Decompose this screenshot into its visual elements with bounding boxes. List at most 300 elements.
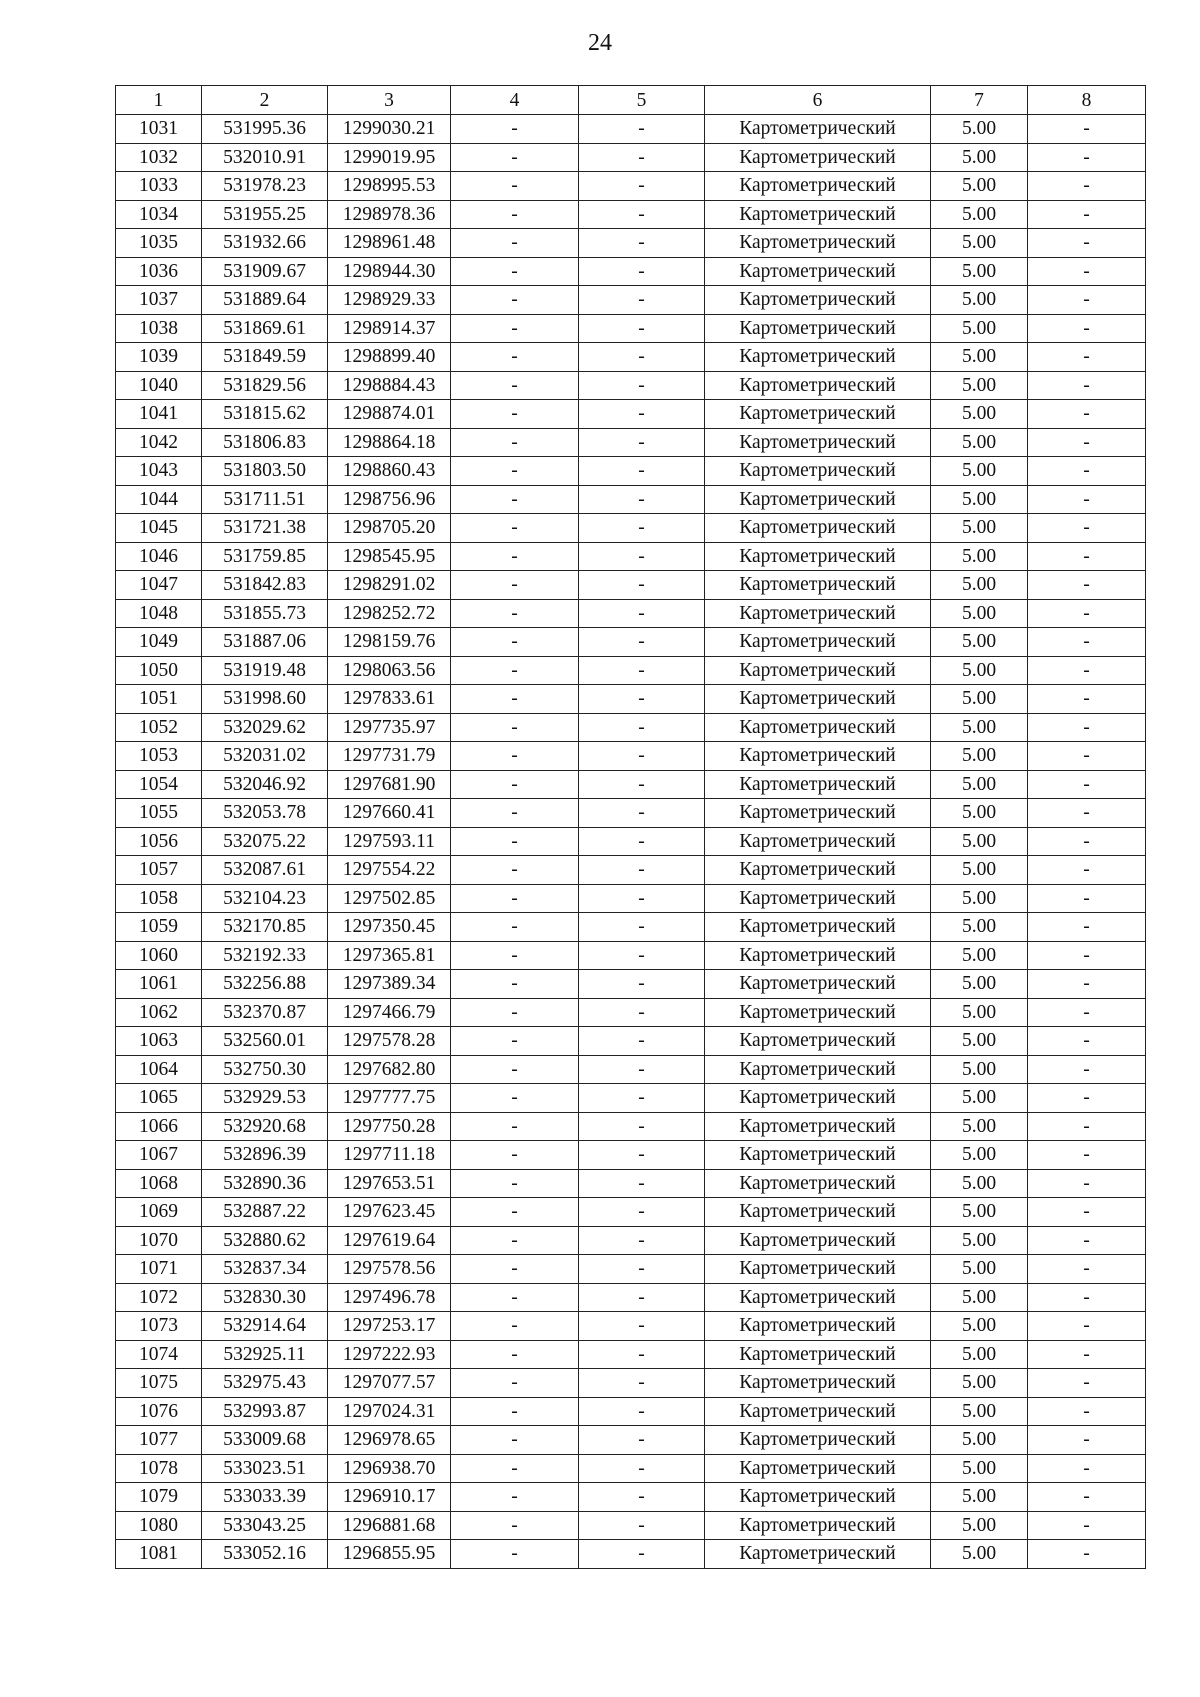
table-row	[116, 799, 1146, 828]
column-8-cell: -	[1028, 770, 1146, 799]
column-8-cell: -	[1028, 1397, 1146, 1426]
column-4-cell: -	[451, 1027, 579, 1056]
column-8-cell: -	[1028, 1511, 1146, 1540]
table-row	[116, 998, 1146, 1027]
column-5-cell: -	[579, 172, 705, 201]
point-number-cell: 1050	[116, 656, 202, 685]
column-5-cell: -	[579, 1255, 705, 1284]
column-8-cell: -	[1028, 343, 1146, 372]
method-cell: Картометрический	[705, 1511, 931, 1540]
column-5-cell: -	[579, 1169, 705, 1198]
table-row	[116, 827, 1146, 856]
y-coordinate-cell: 1297653.51	[328, 1169, 451, 1198]
y-coordinate-cell: 1297365.81	[328, 941, 451, 970]
column-5-cell: -	[579, 1454, 705, 1483]
point-number-cell: 1038	[116, 314, 202, 343]
method-cell: Картометрический	[705, 913, 931, 942]
table-row	[116, 970, 1146, 999]
x-coordinate-cell: 531829.56	[202, 371, 328, 400]
column-5-cell: -	[579, 286, 705, 315]
point-number-cell: 1048	[116, 599, 202, 628]
x-coordinate-cell: 532029.62	[202, 713, 328, 742]
column-8-cell: -	[1028, 1454, 1146, 1483]
y-coordinate-cell: 1298978.36	[328, 200, 451, 229]
table-row	[116, 1226, 1146, 1255]
accuracy-cell: 5.00	[931, 172, 1028, 201]
x-coordinate-cell: 532890.36	[202, 1169, 328, 1198]
method-cell: Картометрический	[705, 685, 931, 714]
column-8-cell: -	[1028, 371, 1146, 400]
y-coordinate-cell: 1298944.30	[328, 257, 451, 286]
method-cell: Картометрический	[705, 628, 931, 657]
column-8-cell: -	[1028, 542, 1146, 571]
accuracy-cell: 5.00	[931, 1426, 1028, 1455]
y-coordinate-cell: 1297496.78	[328, 1283, 451, 1312]
y-coordinate-cell: 1298899.40	[328, 343, 451, 372]
accuracy-cell: 5.00	[931, 1540, 1028, 1569]
column-8-cell: -	[1028, 998, 1146, 1027]
column-5-cell: -	[579, 884, 705, 913]
accuracy-cell: 5.00	[931, 115, 1028, 144]
x-coordinate-cell: 531842.83	[202, 571, 328, 600]
table-row	[116, 884, 1146, 913]
x-coordinate-cell: 532750.30	[202, 1055, 328, 1084]
table-row	[116, 229, 1146, 258]
accuracy-cell: 5.00	[931, 998, 1028, 1027]
y-coordinate-cell: 1297389.34	[328, 970, 451, 999]
x-coordinate-cell: 532929.53	[202, 1084, 328, 1113]
y-coordinate-cell: 1297777.75	[328, 1084, 451, 1113]
column-header: 8	[1028, 86, 1146, 115]
table-row	[116, 1454, 1146, 1483]
point-number-cell: 1058	[116, 884, 202, 913]
table-row	[116, 1169, 1146, 1198]
y-coordinate-cell: 1298159.76	[328, 628, 451, 657]
table-row	[116, 485, 1146, 514]
table-row	[116, 628, 1146, 657]
point-number-cell: 1069	[116, 1198, 202, 1227]
y-coordinate-cell: 1299019.95	[328, 143, 451, 172]
column-4-cell: -	[451, 571, 579, 600]
y-coordinate-cell: 1297502.85	[328, 884, 451, 913]
column-5-cell: -	[579, 314, 705, 343]
accuracy-cell: 5.00	[931, 1340, 1028, 1369]
column-4-cell: -	[451, 1454, 579, 1483]
table-row	[116, 1027, 1146, 1056]
column-4-cell: -	[451, 941, 579, 970]
point-number-cell: 1071	[116, 1255, 202, 1284]
accuracy-cell: 5.00	[931, 656, 1028, 685]
x-coordinate-cell: 531978.23	[202, 172, 328, 201]
table-row	[116, 1540, 1146, 1569]
table-row	[116, 1369, 1146, 1398]
method-cell: Картометрический	[705, 998, 931, 1027]
accuracy-cell: 5.00	[931, 1397, 1028, 1426]
x-coordinate-cell: 533033.39	[202, 1483, 328, 1512]
column-4-cell: -	[451, 1483, 579, 1512]
point-number-cell: 1079	[116, 1483, 202, 1512]
accuracy-cell: 5.00	[931, 257, 1028, 286]
accuracy-cell: 5.00	[931, 542, 1028, 571]
x-coordinate-cell: 532053.78	[202, 799, 328, 828]
point-number-cell: 1042	[116, 428, 202, 457]
method-cell: Картометрический	[705, 229, 931, 258]
point-number-cell: 1043	[116, 457, 202, 486]
table-row	[116, 941, 1146, 970]
x-coordinate-cell: 533023.51	[202, 1454, 328, 1483]
table-row	[116, 1084, 1146, 1113]
y-coordinate-cell: 1297024.31	[328, 1397, 451, 1426]
column-8-cell: -	[1028, 1141, 1146, 1170]
table-row	[116, 656, 1146, 685]
x-coordinate-cell: 532975.43	[202, 1369, 328, 1398]
column-5-cell: -	[579, 514, 705, 543]
column-4-cell: -	[451, 257, 579, 286]
column-8-cell: -	[1028, 1198, 1146, 1227]
column-4-cell: -	[451, 713, 579, 742]
accuracy-cell: 5.00	[931, 1454, 1028, 1483]
column-8-cell: -	[1028, 314, 1146, 343]
y-coordinate-cell: 1297578.56	[328, 1255, 451, 1284]
column-4-cell: -	[451, 685, 579, 714]
method-cell: Картометрический	[705, 1027, 931, 1056]
accuracy-cell: 5.00	[931, 1511, 1028, 1540]
column-5-cell: -	[579, 1369, 705, 1398]
point-number-cell: 1073	[116, 1312, 202, 1341]
column-5-cell: -	[579, 970, 705, 999]
table-row	[116, 685, 1146, 714]
accuracy-cell: 5.00	[931, 1283, 1028, 1312]
point-number-cell: 1040	[116, 371, 202, 400]
x-coordinate-cell: 532993.87	[202, 1397, 328, 1426]
column-header: 7	[931, 86, 1028, 115]
point-number-cell: 1080	[116, 1511, 202, 1540]
column-5-cell: -	[579, 827, 705, 856]
column-8-cell: -	[1028, 1483, 1146, 1512]
column-4-cell: -	[451, 1169, 579, 1198]
column-5-cell: -	[579, 770, 705, 799]
point-number-cell: 1056	[116, 827, 202, 856]
x-coordinate-cell: 532075.22	[202, 827, 328, 856]
column-5-cell: -	[579, 1226, 705, 1255]
point-number-cell: 1047	[116, 571, 202, 600]
column-4-cell: -	[451, 314, 579, 343]
y-coordinate-cell: 1299030.21	[328, 115, 451, 144]
column-5-cell: -	[579, 656, 705, 685]
table-row	[116, 542, 1146, 571]
column-8-cell: -	[1028, 1255, 1146, 1284]
y-coordinate-cell: 1298252.72	[328, 599, 451, 628]
column-4-cell: -	[451, 200, 579, 229]
accuracy-cell: 5.00	[931, 571, 1028, 600]
column-header: 2	[202, 86, 328, 115]
table-row	[116, 913, 1146, 942]
accuracy-cell: 5.00	[931, 200, 1028, 229]
point-number-cell: 1054	[116, 770, 202, 799]
y-coordinate-cell: 1297578.28	[328, 1027, 451, 1056]
table-row	[116, 1340, 1146, 1369]
column-5-cell: -	[579, 200, 705, 229]
column-5-cell: -	[579, 713, 705, 742]
column-8-cell: -	[1028, 1084, 1146, 1113]
method-cell: Картометрический	[705, 827, 931, 856]
table-row	[116, 770, 1146, 799]
table-row	[116, 1283, 1146, 1312]
x-coordinate-cell: 531909.67	[202, 257, 328, 286]
column-8-cell: -	[1028, 257, 1146, 286]
y-coordinate-cell: 1298864.18	[328, 428, 451, 457]
accuracy-cell: 5.00	[931, 428, 1028, 457]
column-5-cell: -	[579, 599, 705, 628]
table-row	[116, 856, 1146, 885]
y-coordinate-cell: 1298756.96	[328, 485, 451, 514]
column-8-cell: -	[1028, 941, 1146, 970]
point-number-cell: 1065	[116, 1084, 202, 1113]
column-4-cell: -	[451, 970, 579, 999]
column-8-cell: -	[1028, 571, 1146, 600]
column-5-cell: -	[579, 1397, 705, 1426]
method-cell: Картометрический	[705, 599, 931, 628]
column-4-cell: -	[451, 1255, 579, 1284]
y-coordinate-cell: 1298884.43	[328, 371, 451, 400]
column-4-cell: -	[451, 229, 579, 258]
table-row	[116, 599, 1146, 628]
column-5-cell: -	[579, 941, 705, 970]
y-coordinate-cell: 1298874.01	[328, 400, 451, 429]
table-row	[116, 1112, 1146, 1141]
column-5-cell: -	[579, 229, 705, 258]
point-number-cell: 1060	[116, 941, 202, 970]
y-coordinate-cell: 1297682.80	[328, 1055, 451, 1084]
x-coordinate-cell: 531711.51	[202, 485, 328, 514]
method-cell: Картометрический	[705, 1454, 931, 1483]
accuracy-cell: 5.00	[931, 685, 1028, 714]
method-cell: Картометрический	[705, 1483, 931, 1512]
y-coordinate-cell: 1297660.41	[328, 799, 451, 828]
method-cell: Картометрический	[705, 856, 931, 885]
x-coordinate-cell: 532887.22	[202, 1198, 328, 1227]
column-5-cell: -	[579, 1055, 705, 1084]
column-8-cell: -	[1028, 400, 1146, 429]
column-5-cell: -	[579, 1112, 705, 1141]
column-5-cell: -	[579, 1426, 705, 1455]
method-cell: Картометрический	[705, 514, 931, 543]
method-cell: Картометрический	[705, 400, 931, 429]
x-coordinate-cell: 532087.61	[202, 856, 328, 885]
method-cell: Картометрический	[705, 457, 931, 486]
y-coordinate-cell: 1297593.11	[328, 827, 451, 856]
method-cell: Картометрический	[705, 371, 931, 400]
method-cell: Картометрический	[705, 314, 931, 343]
accuracy-cell: 5.00	[931, 599, 1028, 628]
column-4-cell: -	[451, 428, 579, 457]
column-header: 3	[328, 86, 451, 115]
column-4-cell: -	[451, 542, 579, 571]
y-coordinate-cell: 1297350.45	[328, 913, 451, 942]
method-cell: Картометрический	[705, 656, 931, 685]
x-coordinate-cell: 531759.85	[202, 542, 328, 571]
table-row	[116, 1141, 1146, 1170]
method-cell: Картометрический	[705, 1198, 931, 1227]
accuracy-cell: 5.00	[931, 770, 1028, 799]
method-cell: Картометрический	[705, 485, 931, 514]
method-cell: Картометрический	[705, 428, 931, 457]
y-coordinate-cell: 1298995.53	[328, 172, 451, 201]
column-4-cell: -	[451, 1540, 579, 1569]
point-number-cell: 1033	[116, 172, 202, 201]
table-row	[116, 742, 1146, 771]
table-row	[116, 115, 1146, 144]
column-8-cell: -	[1028, 827, 1146, 856]
method-cell: Картометрический	[705, 1084, 931, 1113]
y-coordinate-cell: 1298063.56	[328, 656, 451, 685]
table-row	[116, 343, 1146, 372]
column-5-cell: -	[579, 1198, 705, 1227]
x-coordinate-cell: 532837.34	[202, 1255, 328, 1284]
x-coordinate-cell: 532192.33	[202, 941, 328, 970]
column-5-cell: -	[579, 1283, 705, 1312]
column-5-cell: -	[579, 1340, 705, 1369]
accuracy-cell: 5.00	[931, 286, 1028, 315]
column-4-cell: -	[451, 1426, 579, 1455]
column-8-cell: -	[1028, 485, 1146, 514]
accuracy-cell: 5.00	[931, 1027, 1028, 1056]
point-number-cell: 1046	[116, 542, 202, 571]
column-5-cell: -	[579, 1141, 705, 1170]
column-8-cell: -	[1028, 1112, 1146, 1141]
x-coordinate-cell: 531955.25	[202, 200, 328, 229]
point-number-cell: 1061	[116, 970, 202, 999]
point-number-cell: 1057	[116, 856, 202, 885]
table-row	[116, 1055, 1146, 1084]
method-cell: Картометрический	[705, 343, 931, 372]
column-4-cell: -	[451, 1283, 579, 1312]
table-body	[116, 86, 1146, 1569]
point-number-cell: 1078	[116, 1454, 202, 1483]
accuracy-cell: 5.00	[931, 314, 1028, 343]
y-coordinate-cell: 1298929.33	[328, 286, 451, 315]
x-coordinate-cell: 531889.64	[202, 286, 328, 315]
column-4-cell: -	[451, 143, 579, 172]
accuracy-cell: 5.00	[931, 1483, 1028, 1512]
point-number-cell: 1068	[116, 1169, 202, 1198]
point-number-cell: 1064	[116, 1055, 202, 1084]
y-coordinate-cell: 1297731.79	[328, 742, 451, 771]
column-8-cell: -	[1028, 514, 1146, 543]
column-5-cell: -	[579, 115, 705, 144]
point-number-cell: 1070	[116, 1226, 202, 1255]
column-8-cell: -	[1028, 457, 1146, 486]
column-header: 6	[705, 86, 931, 115]
column-5-cell: -	[579, 998, 705, 1027]
y-coordinate-cell: 1296881.68	[328, 1511, 451, 1540]
x-coordinate-cell: 531855.73	[202, 599, 328, 628]
accuracy-cell: 5.00	[931, 1112, 1028, 1141]
accuracy-cell: 5.00	[931, 913, 1028, 942]
column-header: 4	[451, 86, 579, 115]
y-coordinate-cell: 1296910.17	[328, 1483, 451, 1512]
point-number-cell: 1077	[116, 1426, 202, 1455]
accuracy-cell: 5.00	[931, 1369, 1028, 1398]
table-row	[116, 143, 1146, 172]
column-4-cell: -	[451, 656, 579, 685]
column-5-cell: -	[579, 1483, 705, 1512]
method-cell: Картометрический	[705, 542, 931, 571]
coordinates-table	[115, 85, 1146, 1569]
point-number-cell: 1067	[116, 1141, 202, 1170]
method-cell: Картометрический	[705, 1141, 931, 1170]
accuracy-cell: 5.00	[931, 229, 1028, 258]
column-8-cell: -	[1028, 1226, 1146, 1255]
table-row	[116, 571, 1146, 600]
table-row	[116, 200, 1146, 229]
column-4-cell: -	[451, 884, 579, 913]
table-row	[116, 257, 1146, 286]
y-coordinate-cell: 1297077.57	[328, 1369, 451, 1398]
x-coordinate-cell: 533052.16	[202, 1540, 328, 1569]
y-coordinate-cell: 1297554.22	[328, 856, 451, 885]
method-cell: Картометрический	[705, 143, 931, 172]
column-5-cell: -	[579, 1084, 705, 1113]
accuracy-cell: 5.00	[931, 371, 1028, 400]
table-row	[116, 1397, 1146, 1426]
column-4-cell: -	[451, 628, 579, 657]
column-4-cell: -	[451, 1198, 579, 1227]
x-coordinate-cell: 533009.68	[202, 1426, 328, 1455]
point-number-cell: 1075	[116, 1369, 202, 1398]
column-4-cell: -	[451, 485, 579, 514]
method-cell: Картометрический	[705, 941, 931, 970]
y-coordinate-cell: 1297466.79	[328, 998, 451, 1027]
table-row	[116, 371, 1146, 400]
method-cell: Картометрический	[705, 1112, 931, 1141]
column-header: 1	[116, 86, 202, 115]
column-8-cell: -	[1028, 1283, 1146, 1312]
table-row	[116, 286, 1146, 315]
accuracy-cell: 5.00	[931, 1055, 1028, 1084]
column-8-cell: -	[1028, 229, 1146, 258]
accuracy-cell: 5.00	[931, 1198, 1028, 1227]
method-cell: Картометрический	[705, 571, 931, 600]
y-coordinate-cell: 1297253.17	[328, 1312, 451, 1341]
method-cell: Картометрический	[705, 770, 931, 799]
column-8-cell: -	[1028, 656, 1146, 685]
accuracy-cell: 5.00	[931, 1084, 1028, 1113]
column-8-cell: -	[1028, 913, 1146, 942]
column-4-cell: -	[451, 1141, 579, 1170]
accuracy-cell: 5.00	[931, 742, 1028, 771]
column-4-cell: -	[451, 1397, 579, 1426]
method-cell: Картометрический	[705, 1426, 931, 1455]
point-number-cell: 1081	[116, 1540, 202, 1569]
point-number-cell: 1039	[116, 343, 202, 372]
column-4-cell: -	[451, 400, 579, 429]
method-cell: Картометрический	[705, 1369, 931, 1398]
column-8-cell: -	[1028, 115, 1146, 144]
column-5-cell: -	[579, 1312, 705, 1341]
column-8-cell: -	[1028, 1540, 1146, 1569]
column-8-cell: -	[1028, 799, 1146, 828]
point-number-cell: 1076	[116, 1397, 202, 1426]
method-cell: Картометрический	[705, 172, 931, 201]
method-cell: Картометрический	[705, 1540, 931, 1569]
x-coordinate-cell: 531869.61	[202, 314, 328, 343]
column-5-cell: -	[579, 343, 705, 372]
column-5-cell: -	[579, 485, 705, 514]
y-coordinate-cell: 1297711.18	[328, 1141, 451, 1170]
x-coordinate-cell: 532170.85	[202, 913, 328, 942]
accuracy-cell: 5.00	[931, 485, 1028, 514]
